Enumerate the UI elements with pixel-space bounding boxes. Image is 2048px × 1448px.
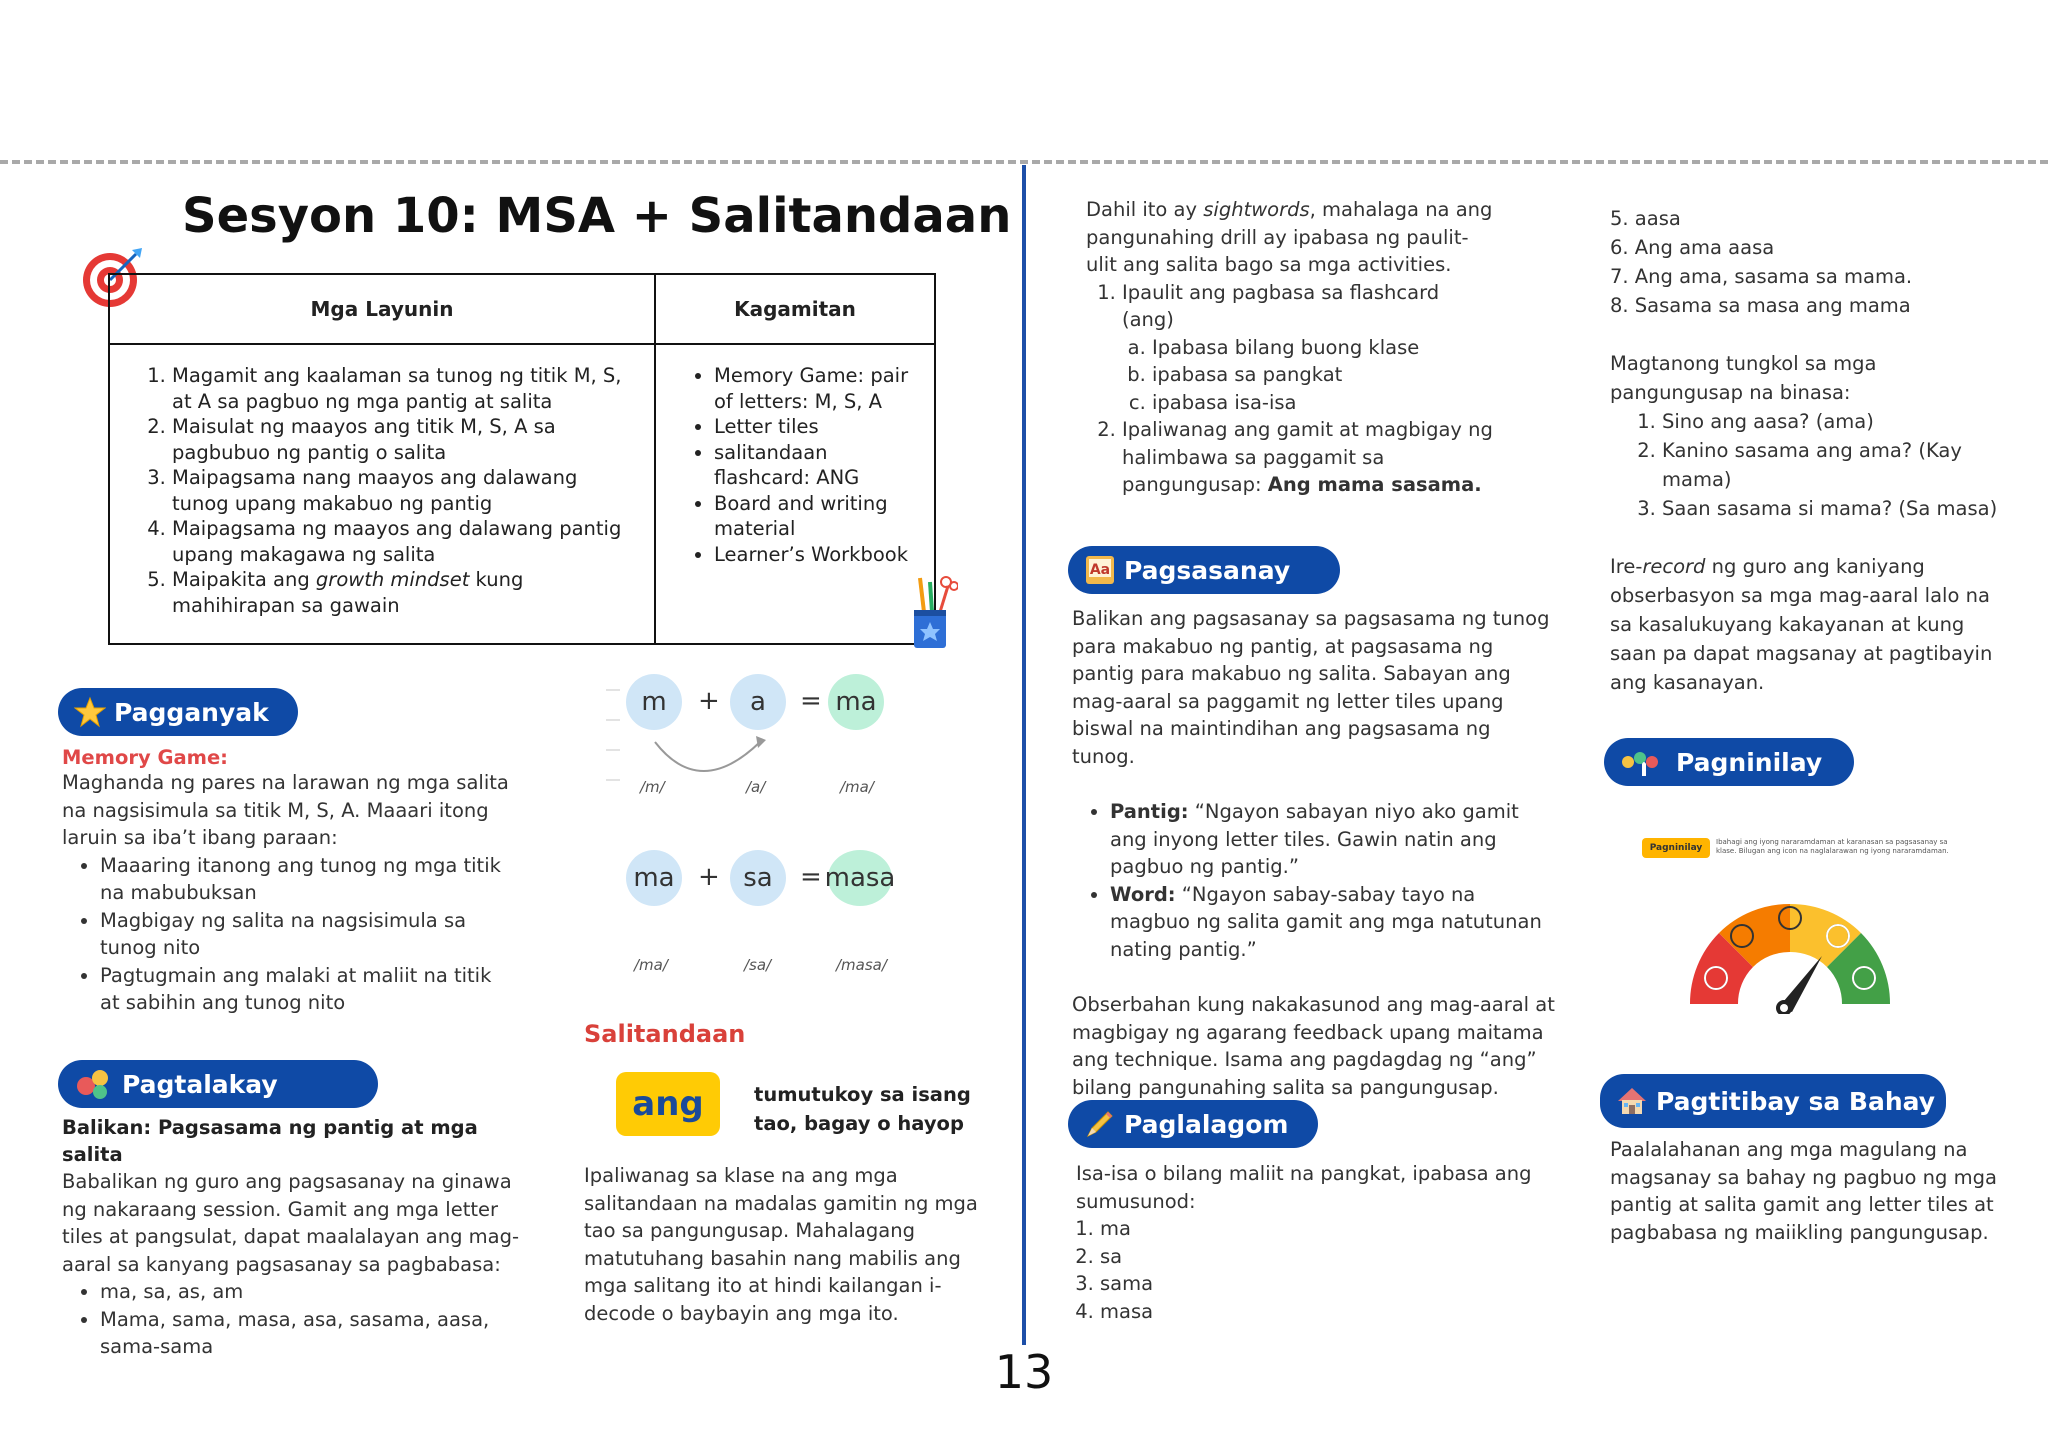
- kagamitan-item: • Board and writing material: [714, 491, 914, 542]
- phoneme-masa: /masa/: [836, 956, 887, 974]
- reading-item: 7. Ang ama, sasama sa mama.: [1610, 265, 1913, 288]
- pagsasanay-label: Pagsasanay: [1124, 555, 1291, 585]
- pagsasanay-observe: Obserbahan kung nakakasunod ang mag-aaral at magbigay ng agarang feedback upang maitama ang technique. Isama ang pagdagdag ng “ang” bilang pangunahing salita sa pangungusap.: [1072, 993, 1555, 1099]
- page-number: 13: [994, 1345, 1054, 1399]
- layunin-item: 3. Maipagsama nang maayos ang dalawang tunog upang makabuo ng pantig: [172, 465, 634, 516]
- reading-item: 8. Sasama sa masa ang mama: [1610, 294, 1911, 317]
- objectives-table: [108, 273, 936, 645]
- phoneme-ma: /ma/: [840, 778, 874, 796]
- kagamitan-item: • Letter tiles: [714, 414, 914, 440]
- pagtalakay-list: [62, 1278, 524, 1361]
- paglalagom-pill: [1068, 1100, 1318, 1148]
- layunin5-post: kung mahihirapan sa gawain: [172, 568, 524, 617]
- blend-circle-m: m: [626, 674, 682, 730]
- drill-step: [1122, 279, 1496, 417]
- blend-circle-a: a: [730, 674, 786, 730]
- phoneme-m: /m/: [640, 778, 665, 796]
- layunin-item: 4. Maipagsama ng maayos ang dalawang pantig upang makagawa ng salita: [172, 516, 634, 567]
- drill-step2-pre: Ipaliwanag ang gamit at magbigay ng halimbawa sa paggamit sa pangungusap:: [1122, 418, 1493, 496]
- drill-intro-pre: Dahil ito ay: [1086, 198, 1204, 221]
- emoji-meter-icon: [1620, 746, 1668, 778]
- reading-item: 6. Ang ama aasa: [1610, 236, 1775, 259]
- star-icon: [74, 696, 106, 728]
- memory-game-heading: Memory Game:: [62, 746, 228, 769]
- pagganyak-pill: [58, 688, 298, 736]
- paglalagom-item: 3. sama: [1100, 1270, 1546, 1298]
- blend-circle-ma2: ma: [626, 850, 682, 906]
- meter-caption: Ibahagi ang iyong nararamdaman at karanasan sa pagsasanay sa klase. Bilugan ang icon na naglalarawan ng iyong nararamdaman.: [1716, 838, 1949, 855]
- pagtalakay-subheading: Balikan: Pagsasama ng pantig at mga salita: [62, 1116, 478, 1166]
- drill-step2-bold: Ang mama sasama.: [1267, 473, 1482, 496]
- pagtitibay-text: Paalalahanan ang mga magulang na magsanay sa bahay ng pagbuo ng mga pantig at salita gamit ang letter tiles at pagbabasa ng maiikling pangungusap.: [1610, 1138, 1997, 1244]
- question-item: 3. Saan sasama si mama? (Sa masa): [1662, 494, 2010, 523]
- phoneme-a: /a/: [746, 778, 766, 796]
- ang-definition-line1: tumutukoy sa isang: [754, 1083, 971, 1106]
- kagamitan-header: Kagamitan: [655, 274, 935, 344]
- kagamitan-item: • Memory Game: pair of letters: M, S, A: [714, 363, 914, 414]
- top-dashed-divider: [0, 160, 2048, 164]
- pagsasanay-bullet: [1110, 798, 1556, 881]
- ang-definition: [754, 1080, 971, 1138]
- equals-sign: =: [800, 862, 822, 892]
- record-pre: Ire-: [1610, 555, 1643, 578]
- layunin-item: 1. Magamit ang kaalaman sa tunog ng titik M, S, at A sa pagbuo ng mga pantig at salita: [172, 363, 634, 414]
- blend-circle-sa: sa: [730, 850, 786, 906]
- pagsasanay-text: Balikan ang pagsasanay sa pagsasama ng tunog para makabuo ng pantig, at pagsasama ng pantig para makabuo ng salita. Sabayan ang mag-aaral sa paggamit ng letter tiles upang biswal na maintindihan ang pagsasama ng tunog.: [1072, 607, 1550, 768]
- pagtalakay-text: Babalikan ng guro ang pagsasanay na ginawa ng nakaraang session. Gamit ang mga letter tiles at pangsulat, dapat maalalayan ang mag-aaral sa kanyang pagsasanay sa pagbabasa:: [62, 1170, 520, 1276]
- drill-step: [1122, 416, 1496, 499]
- mood-meter: [1680, 884, 1900, 1014]
- kagamitan-item: • salitandaan flashcard: ANG: [714, 440, 914, 491]
- question-item: 2. Kanino sasama ang ama? (Kay mama): [1662, 436, 2010, 494]
- pagtalakay-label: Pagtalakay: [122, 1069, 278, 1099]
- layunin-list: [130, 363, 634, 618]
- paglalagom-label: Paglalagom: [1124, 1109, 1289, 1139]
- layunin-cell: [109, 344, 655, 644]
- plus-sign: +: [698, 686, 720, 716]
- blend-circle-masa: masa: [828, 850, 892, 906]
- equals-sign: =: [800, 686, 822, 716]
- record-text: [1610, 552, 2010, 697]
- layunin-item: [172, 567, 634, 618]
- ang-flashcard: ang: [616, 1072, 720, 1136]
- scissors-cup-icon: [908, 572, 958, 652]
- pagtalakay-bullet: • Mama, sama, masa, asa, sasama, aasa, sama-sama: [100, 1306, 524, 1361]
- drill-intro: [1086, 196, 1496, 279]
- pagtitibay-pill: [1600, 1074, 1946, 1128]
- column-divider: [1022, 165, 1026, 1345]
- pagtalakay-bullet: • ma, sa, as, am: [100, 1278, 524, 1306]
- paglalagom-list: [1076, 1215, 1546, 1325]
- pagganyak-bullet: • Pagtugmain ang malaki at maliit na titik at sabihin ang tunog nito: [100, 962, 512, 1017]
- pagsasanay-pill: [1068, 546, 1340, 594]
- layunin5-pre: Maipakita ang: [172, 568, 316, 591]
- meter-label: Pagninilay: [1642, 838, 1710, 858]
- layunin-header: Mga Layunin: [109, 274, 655, 344]
- pantig-label: Pantig:: [1110, 800, 1189, 823]
- pagtalakay-body: [62, 1168, 524, 1361]
- word-label: Word:: [1110, 882, 1176, 906]
- question-intro: Magtanong tungkol sa mga pangungusap na binasa:: [1610, 352, 1877, 404]
- pagganyak-body: [62, 769, 512, 1017]
- word-text: “Ngayon sabay-sabay tayo na magbuo ng salita gamit ang mga natutunan nating pantig.”: [1110, 882, 1542, 961]
- layunin-item: 2. Maisulat ng maayos ang titik M, S, A sa pagbubuo ng pantig o salita: [172, 414, 634, 465]
- drill-substep: b. ipabasa sa pangkat: [1152, 361, 1496, 389]
- ang-definition-line2: tao, bagay o hayop: [754, 1112, 964, 1135]
- kagamitan-cell: [655, 344, 935, 644]
- paglalagom-item: 4. masa: [1100, 1298, 1546, 1326]
- pagninilay-label: Pagninilay: [1676, 747, 1823, 777]
- house-icon: [1616, 1085, 1648, 1117]
- pagganyak-bullet: • Magbigay ng salita na nagsisimula sa tunog nito: [100, 907, 512, 962]
- phoneme-sa: /sa/: [744, 956, 772, 974]
- drill-intro-em: sightwords: [1203, 198, 1310, 221]
- plus-sign: +: [698, 862, 720, 892]
- reading-item: 5. aasa: [1610, 207, 1681, 230]
- chat-bubbles-icon: [74, 1068, 114, 1100]
- question-list: [1610, 407, 2010, 523]
- pagsasanay-section: [1072, 605, 1556, 1101]
- pagsasanay-bullet: [1110, 881, 1556, 964]
- pagtitibay-label: Pagtitibay sa Bahay: [1656, 1086, 1936, 1116]
- paglalagom-item: 1. ma: [1100, 1215, 1546, 1243]
- record-post: ng guro ang kaniyang obserbasyon sa mga mag-aaral lalo na sa kasalukuyang kakayanan at kung saan pa dapat magsanay at pagtibayin ang kasanayan.: [1610, 555, 1993, 694]
- svg-text:Aa: Aa: [1089, 562, 1111, 578]
- drill-substep: a. Ipabasa bilang buong klase: [1152, 334, 1496, 362]
- abc-book-icon: [1084, 554, 1116, 586]
- kagamitan-item: • Learner’s Workbook: [714, 542, 914, 568]
- paglalagom-section: [1076, 1160, 1546, 1325]
- kagamitan-list: [676, 363, 914, 567]
- pagsasanay-list: [1072, 798, 1556, 963]
- pencil-icon: [1084, 1108, 1116, 1140]
- blending-diagram: [600, 670, 920, 980]
- paglalagom-text: Isa-isa o bilang maliit na pangkat, ipabasa ang sumusunod:: [1076, 1162, 1532, 1213]
- drill-intro-post: , mahalaga na ang pangunahing drill ay ipabasa ng paulit-ulit ang salita bago sa mga activities.: [1086, 198, 1493, 276]
- paglalagom-item: 2. sa: [1100, 1243, 1546, 1271]
- pagganyak-label: Pagganyak: [114, 697, 269, 727]
- pagtalakay-pill: [58, 1060, 378, 1108]
- pantig-text: “Ngayon sabayan niyo ako gamit ang inyong letter tiles. Gawin natin ang pagbuo ng pantig.”: [1110, 800, 1519, 878]
- drill-substeps: [1122, 334, 1496, 417]
- pagganyak-bullet: • Maaaring itanong ang tunog ng mga titik na mabubuksan: [100, 852, 512, 907]
- blend-circle-ma: ma: [828, 674, 884, 730]
- pagganyak-text: Maghanda ng pares na larawan ng mga salita na nagsisimula sa titik M, S, A. Maaari itong laruin sa iba’t ibang paraan:: [62, 771, 509, 849]
- drill-substep: c. ipabasa isa-isa: [1152, 389, 1496, 417]
- salitandaan-text: Ipaliwanag sa klase na ang mga salitandaan na madalas gamitin ng mga tao sa pangungusap. Mahalagang matutuhang basahin nang mabilis ang mga salitang ito at hindi kailangan i-decode o baybayin ang mga ito.: [584, 1164, 978, 1325]
- phoneme-ma2: /ma/: [634, 956, 668, 974]
- pagninilay-pill: [1604, 738, 1854, 786]
- pagganyak-section: [62, 746, 512, 1017]
- page-title: Sesyon 10: MSA + Salitandaan: [182, 188, 1012, 244]
- question-item: 1. Sino ang aasa? (ama): [1662, 407, 2010, 436]
- salitandaan-heading: Salitandaan: [584, 1020, 746, 1048]
- reading-list-section: [1610, 204, 2010, 697]
- drill-step1: Ipaulit ang pagbasa sa flashcard (ang): [1122, 280, 1440, 331]
- record-em: record: [1642, 555, 1706, 578]
- pagganyak-list: [62, 852, 512, 1017]
- pagtalakay-section: [62, 1114, 524, 1361]
- layunin5-em: growth mindset: [315, 568, 470, 591]
- drill-steps: [1086, 279, 1496, 499]
- drill-section: [1086, 196, 1496, 499]
